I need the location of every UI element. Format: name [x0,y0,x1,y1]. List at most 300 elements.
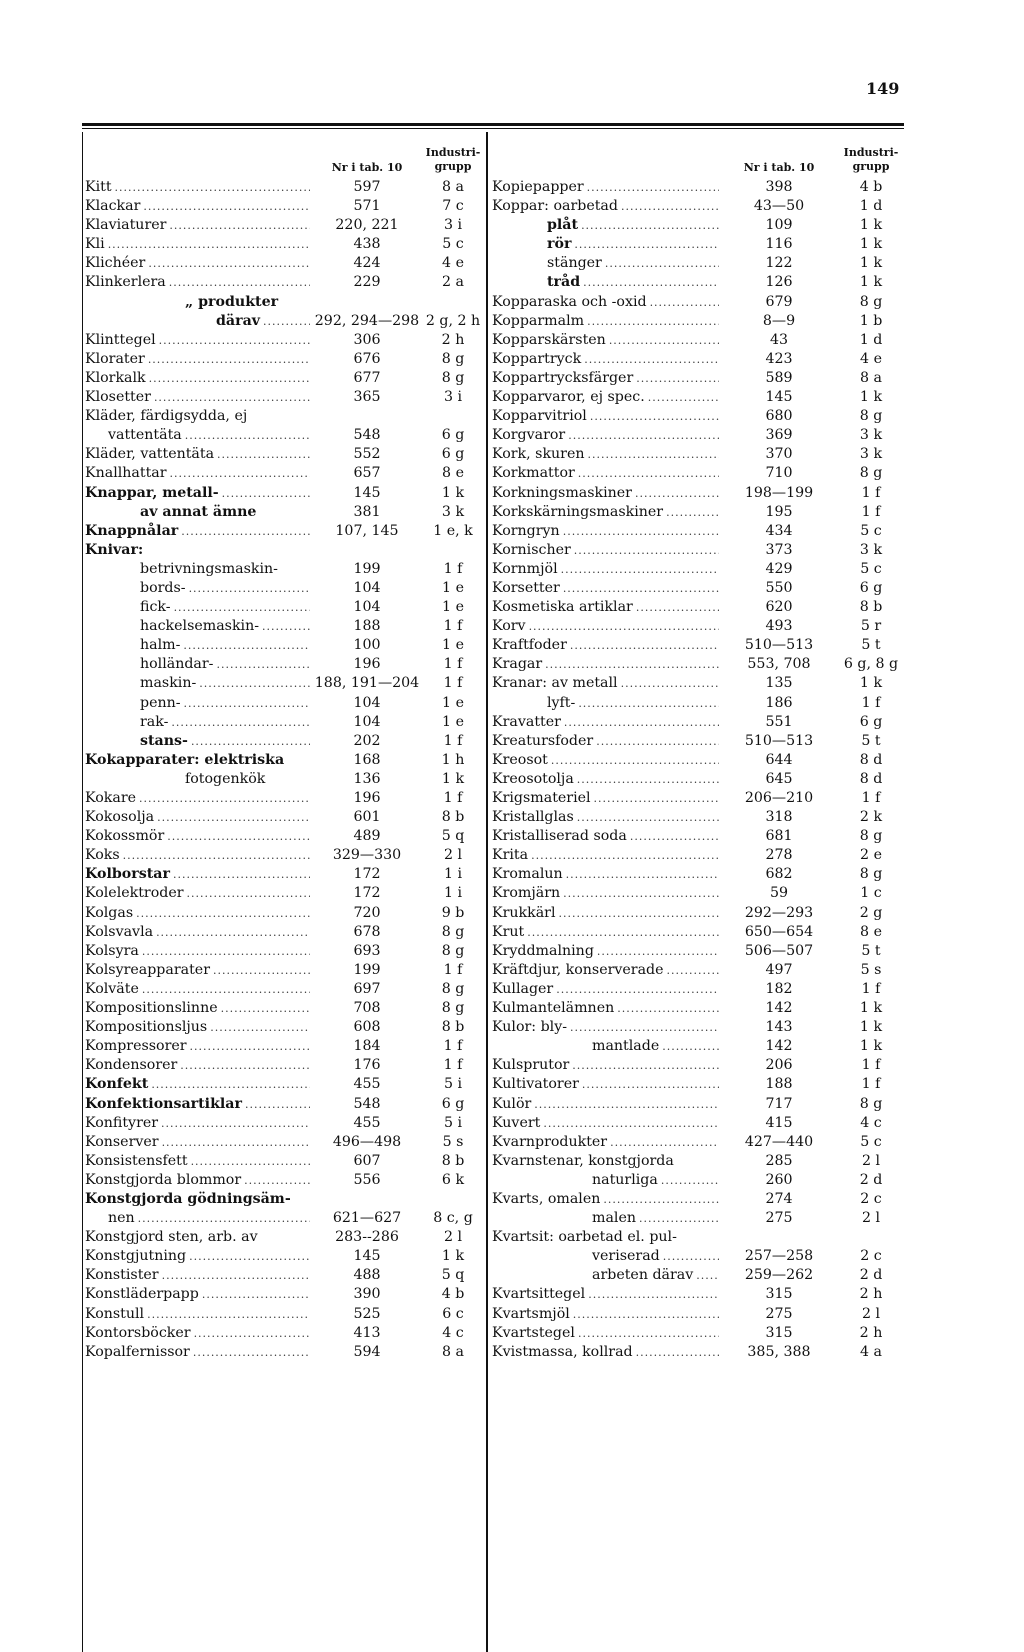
entry-table-number: 142 [765,1000,793,1017]
entry-industry-group: 1 f [861,694,881,711]
entry-table-number: 136 [353,770,381,787]
entry-name [82,732,310,751]
entry-table-number: 496—498 [332,1133,402,1150]
dot-leader [183,636,310,655]
entry-term: Konstgjorda gödningsäm- [85,1190,291,1207]
header-rule [82,123,904,126]
entry-name [82,674,310,693]
dot-leader [574,235,719,254]
entry-table-number: 678 [353,923,381,940]
dot-leader [630,827,719,846]
dot-leader [193,1343,310,1362]
entry-industry-group: 6 g [441,427,465,444]
dot-leader [605,254,719,273]
dot-leader [621,674,719,693]
entry-name [82,1266,310,1285]
entry-name [82,961,310,980]
index-entry [82,961,482,980]
index-entry [489,178,903,197]
entry-industry-group: 2 c [860,1248,882,1265]
index-entry [489,961,903,980]
entry-term: Korkmattor [492,465,575,482]
left-entry-list [82,178,482,1362]
dot-leader [222,484,310,503]
entry-table-number: 104 [353,694,381,711]
entry-table-number: 126 [765,274,793,291]
entry-name [489,445,719,464]
index-entry [82,904,482,923]
index-entry [82,293,482,312]
entry-name [82,808,310,827]
entry-table-number: 196 [353,790,381,806]
entry-table-number: 168 [353,751,381,768]
dot-leader [245,1095,310,1114]
index-entry [82,560,482,579]
entry-term: nen [108,1210,135,1227]
entry-name [82,254,310,273]
index-entry [82,1324,482,1343]
index-entry [489,1133,903,1152]
entry-term: Kvartsit: oarbetad el. pul- [492,1229,677,1246]
entry-name [489,1266,719,1285]
entry-table-number: 260 [765,1171,793,1188]
entry-term: holländar- [140,656,214,673]
index-entry [489,560,903,579]
index-entry [82,865,482,884]
entry-name [82,770,310,789]
entry-table-number: 104 [353,713,381,730]
entry-name [489,216,719,235]
dot-leader [588,445,720,464]
entry-industry-group: 4 a [860,1343,882,1360]
entry-industry-group: 1 f [861,1076,881,1093]
entry-industry-group: 1 i [443,885,463,902]
entry-name [82,312,310,331]
entry-name [489,1247,719,1266]
entry-industry-group: 1 b [859,312,883,329]
dot-leader [527,923,719,942]
entry-name [489,865,719,884]
dot-leader [148,254,310,273]
index-entry [489,655,903,674]
entry-industry-group: 5 c [860,1133,882,1150]
index-entry [82,1190,482,1209]
entry-industry-group: 4 b [859,179,883,195]
entry-table-number: 104 [353,579,381,596]
entry-industry-group: 1 i [443,866,463,883]
entry-industry-group: 1 f [861,790,881,806]
entry-industry-group: 2 d [859,1171,883,1188]
entry-term: Kläder, färdigsydda, ej [85,408,248,425]
entry-name [82,407,310,426]
entry-table-number: 135 [765,675,793,692]
index-entry [82,312,482,331]
entry-term: Kulor: bly- [492,1019,568,1036]
entry-industry-group: 8 b [441,809,465,826]
entry-name [82,1247,310,1266]
entry-term: Kreosotolja [492,770,574,787]
index-entry [82,1037,482,1056]
dot-leader [115,178,310,197]
entry-table-number: 188, 191—204 [314,675,420,692]
entry-term: Knappar, metall- [85,484,219,501]
entry-table-number: 381 [353,503,381,520]
index-entry [82,484,482,503]
entry-term: Kontorsböcker [85,1324,191,1341]
entry-term: maskin- [140,675,197,692]
entry-industry-group: 6 g, 8 g [843,656,899,673]
dot-leader [151,1075,310,1094]
index-entry [82,884,482,903]
entry-name [82,1018,310,1037]
entry-industry-group [424,541,482,560]
entry-table-number: 390 [353,1286,381,1303]
entry-table-number: 43—50 [753,198,805,215]
index-entry [489,1075,903,1094]
index-entry [489,579,903,598]
dot-leader [696,1266,719,1285]
entry-table-number: 657 [353,465,381,482]
index-entry [489,369,903,388]
entry-name [489,254,719,273]
entry-table-number: 315 [765,1286,793,1303]
entry-industry-group: 1 f [861,980,881,997]
entry-term: Kokossmör [85,828,165,845]
entry-name [489,1037,719,1056]
entry-table-number: 550 [765,579,793,596]
entry-term: Kitt [85,179,112,195]
entry-industry-group: 2 h [441,331,465,348]
entry-name [82,484,310,503]
right-index-column [489,132,903,1362]
index-entry [82,388,482,407]
entry-industry-group: 2 k [859,809,883,826]
dot-leader [570,1018,719,1037]
header-group: Industri-grupp [843,146,899,173]
dot-leader [534,1095,719,1114]
entry-table-number: 594 [353,1343,381,1360]
entry-name [489,560,719,579]
entry-industry-group: 4 b [441,1286,465,1303]
index-entry [489,999,903,1018]
entry-term: penn- [140,694,181,711]
entry-term: hackelsemaskin- [140,618,260,635]
entry-table-number: 278 [765,847,793,864]
entry-term: rör [547,236,572,253]
index-entry [82,1171,482,1190]
entry-name [82,293,310,312]
entry-term: Krukkärl [492,904,556,921]
entry-name [489,751,719,770]
entry-table-number: 608 [353,1019,381,1036]
entry-term: Kompositionsljus [85,1019,208,1036]
entry-name [82,884,310,903]
entry-name [489,579,719,598]
entry-term: Kulör [492,1095,532,1112]
entry-industry-group: 1 e [442,713,464,730]
index-entry [489,674,903,693]
entry-table-number: 429 [765,560,793,577]
dot-leader [566,865,719,884]
dot-leader [561,560,719,579]
entry-term: Konfekt [85,1076,149,1093]
entry-industry-group: 2 d [859,1267,883,1284]
entry-name [489,464,719,483]
entry-name [489,1095,719,1114]
entry-industry-group: 1 f [443,675,463,692]
entry-industry-group: 1 k [859,1000,883,1017]
entry-industry-group: 6 k [441,1171,465,1188]
entry-term: vattentäta [108,427,182,444]
entry-name [82,1324,310,1343]
entry-industry-group: 2 e [860,847,882,864]
entry-name [489,1343,719,1362]
entry-table-number: 43 [769,331,789,348]
entry-term: Kompressorer [85,1038,187,1055]
dot-leader [559,904,720,923]
index-entry [82,350,482,369]
index-entry [82,827,482,846]
entry-table-number: 59 [769,885,789,902]
entry-name [489,617,719,636]
entry-industry-group: 1 d [859,331,883,348]
entry-industry-group: 8 g [859,293,883,310]
entry-industry-group: 5 i [443,1076,463,1093]
entry-industry-group: 2 l [861,1152,881,1169]
entry-table-number: 427—440 [744,1133,814,1150]
entry-table-number: 373 [765,541,793,558]
dot-leader [587,312,719,331]
entry-term: Klinttegel [85,331,156,348]
dot-leader [662,1037,719,1056]
dot-leader [661,1171,719,1190]
entry-term: Konserver [85,1133,159,1150]
dot-leader [138,1209,310,1228]
entry-term: Kulmantelämnen [492,1000,615,1017]
dot-leader [190,1037,310,1056]
dot-leader [570,636,719,655]
entry-term: Knappnålar [85,522,179,539]
entry-term: fick- [140,599,171,616]
entry-table-number: 488 [353,1267,381,1284]
entry-name [489,655,719,674]
entry-name [82,1171,310,1190]
header-group: Industri-grupp [425,146,481,173]
dot-leader [147,1305,310,1324]
dot-leader [584,350,719,369]
index-entry [82,808,482,827]
entry-industry-group: 8 a [442,179,464,195]
entry-industry-group: 8 d [859,770,883,787]
entry-table-number: 620 [765,599,793,616]
entry-industry-group: 2 a [442,274,464,291]
entry-table-number: 145 [765,389,793,406]
dot-leader [578,464,719,483]
index-entry [489,770,903,789]
entry-table-number: 275 [765,1305,793,1322]
dot-leader [202,1285,310,1304]
entry-term: Kopalfernissor [85,1343,190,1360]
entry-name [82,273,310,292]
dot-leader [263,312,310,331]
entry-name [489,808,719,827]
entry-term: Kvarnprodukter [492,1133,608,1150]
entry-term: Kopparaska och -oxid [492,293,647,310]
entry-industry-group: 8 e [860,923,882,940]
entry-industry-group: 8 b [859,599,883,616]
entry-table-number: 548 [353,427,381,444]
entry-name [489,331,719,350]
entry-table-number: 693 [353,942,381,959]
entry-table-number: 107, 145 [335,522,399,539]
entry-industry-group: 8 e [442,465,464,482]
entry-name [82,1114,310,1133]
index-entry [489,541,903,560]
entry-table-number: 434 [765,522,793,539]
entry-name [489,999,719,1018]
dot-leader [167,827,310,846]
entry-industry-group: 5 s [860,961,882,978]
entry-name [489,1114,719,1133]
entry-table-number: 275 [765,1210,793,1227]
index-entry [82,1056,482,1075]
entry-table-number: 413 [353,1324,381,1341]
entry-industry-group: 2 c [860,1190,882,1207]
entry-industry-group: 1 f [443,961,463,978]
dot-leader [213,961,310,980]
dot-leader [244,1171,310,1190]
entry-table-number: 597 [353,179,381,195]
entry-name [489,1324,719,1343]
entry-table-number: 176 [353,1057,381,1074]
entry-term: Knallhattar [85,465,167,482]
index-entry [82,694,482,713]
dot-leader [588,1285,719,1304]
entry-term: Kvartsittegel [492,1286,586,1303]
index-entry [489,216,903,235]
entry-industry-group: 5 c [442,236,464,253]
dot-leader [636,369,719,388]
entry-term: Kulsprutor [492,1057,570,1074]
entry-term: bords- [140,579,186,596]
index-entry [489,808,903,827]
entry-term: Konsistensfett [85,1152,188,1169]
index-entry [489,1152,903,1171]
entry-term: Kokare [85,790,136,806]
entry-name [489,503,719,522]
dot-leader [564,713,719,732]
entry-name [489,770,719,789]
entry-name [82,522,310,541]
entry-table-number: 145 [353,1248,381,1265]
entry-term: Kornischer [492,541,571,558]
entry-industry-group: 5 q [441,828,465,845]
entry-industry-group: 1 e, k [433,522,473,539]
entry-name [489,407,719,426]
entry-table-number: 398 [765,179,793,195]
entry-name [489,789,719,808]
column-divider [486,132,488,1652]
entry-table-number: 607 [353,1152,381,1169]
entry-table-number: 329—330 [332,847,402,864]
index-entry [82,1247,482,1266]
index-entry [82,789,482,808]
entry-industry-group: 1 d [859,198,883,215]
entry-table-number: 552 [353,446,381,463]
index-entry [82,1133,482,1152]
entry-name [489,884,719,903]
index-entry [82,751,482,770]
index-entry [489,1018,903,1037]
index-entry [489,713,903,732]
entry-term: Kolelektroder [85,885,184,902]
entry-term: plåt [547,217,579,234]
entry-industry-group: 1 k [859,236,883,253]
index-entry [82,426,482,445]
entry-term: Kli [85,236,105,253]
entry-term: Kreatursfoder [492,732,594,749]
entry-name [489,1056,719,1075]
entry-term: Kondensorer [85,1057,178,1074]
index-entry [82,273,482,292]
entry-table-number: 385, 388 [747,1343,811,1360]
entry-industry-group: 1 e [442,599,464,616]
entry-table-number: 306 [353,331,381,348]
dot-leader [596,732,719,751]
entry-name [489,293,719,312]
index-entry [82,1095,482,1114]
dot-leader [174,598,310,617]
entry-term: Knivar: [85,541,144,558]
entry-term: Klinkerlera [85,274,166,291]
index-entry [82,407,482,426]
entry-industry-group: 5 s [442,1133,464,1150]
dot-leader [169,273,310,292]
entry-industry-group: 8 g [441,350,465,367]
index-entry [82,770,482,789]
dot-leader [181,522,310,541]
entry-industry-group: 4 c [860,1114,882,1131]
entry-name [489,694,719,713]
index-entry [489,464,903,483]
index-entry [82,732,482,751]
index-entry [82,235,482,254]
index-entry [82,1018,482,1037]
entry-table-number: 682 [765,866,793,883]
dot-leader [194,1324,310,1343]
entry-industry-group: 8 a [860,369,882,386]
index-entry [489,636,903,655]
entry-industry-group: 2 g [859,904,883,921]
entry-table-number: 423 [765,350,793,367]
entry-industry-group: 1 f [443,732,463,749]
entry-term: Klackar [85,198,141,215]
index-entry [82,503,482,522]
entry-name [489,846,719,865]
entry-table-number: 679 [765,293,793,310]
dot-leader [577,808,719,827]
index-entry [489,789,903,808]
dot-leader [154,388,310,407]
entry-term: Kvartstegel [492,1324,575,1341]
index-entry [489,312,903,331]
entry-industry-group: 2 l [861,1210,881,1227]
index-entry [82,1228,482,1247]
dot-leader [578,1324,719,1343]
entry-term: Konfektionsartiklar [85,1095,242,1112]
dot-leader [159,331,310,350]
entry-name [82,541,310,560]
